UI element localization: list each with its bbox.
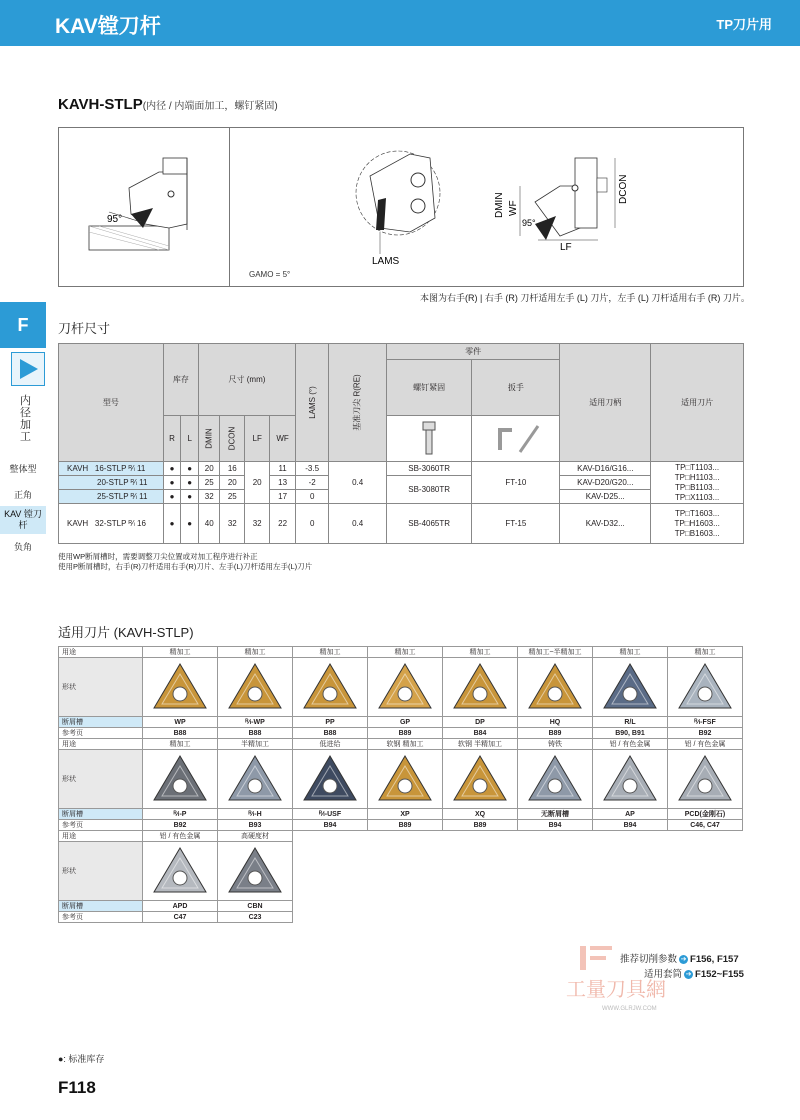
approach-angle-label-2: 95° bbox=[522, 218, 536, 228]
groove-cell: ᴿ⁄ₗ-H bbox=[218, 809, 293, 820]
dmin-cell: 40 bbox=[199, 504, 220, 544]
groove-cell: GP bbox=[368, 717, 443, 728]
insert-image bbox=[293, 750, 368, 809]
insert-cell: TP□T1103... TP□H1103... TP□B1103... TP□X1103... bbox=[651, 462, 744, 504]
insert-image bbox=[668, 658, 743, 717]
row-label-shape: 形状 bbox=[59, 842, 143, 901]
groove-cell: PCD(金刚石) bbox=[668, 809, 743, 820]
ref-page-cell[interactable]: B90, B91 bbox=[593, 728, 668, 739]
section-subtitle: (内径 / 内端面加工，螺钉紧固) bbox=[142, 101, 278, 112]
ref-page-cell[interactable]: B89 bbox=[518, 728, 593, 739]
use-cell: 软钢 精加工 bbox=[368, 739, 443, 750]
ref-page-cell[interactable]: B89 bbox=[368, 728, 443, 739]
dcon-cell: 20 bbox=[220, 476, 245, 490]
use-cell: 铸铁 bbox=[518, 739, 593, 750]
triangle-insert-icon bbox=[375, 660, 435, 712]
triangle-insert-icon bbox=[600, 660, 660, 712]
wf-cell: 22 bbox=[270, 504, 296, 544]
th-dcon: DCON bbox=[220, 416, 245, 462]
stock-legend: ●: 标准库存 bbox=[58, 1054, 105, 1064]
section-title: KAVH-STLP(内径 / 内端面加工，螺钉紧固) bbox=[58, 96, 278, 113]
th-parts: 零件 bbox=[386, 344, 559, 360]
triangle-insert-icon bbox=[450, 660, 510, 712]
groove-cell: DP bbox=[443, 717, 518, 728]
page-number: F118 bbox=[58, 1078, 96, 1097]
gamo-label: GAMO = 5° bbox=[249, 270, 291, 279]
approach-angle-label: 95° bbox=[107, 214, 123, 225]
use-cell: 铝 / 有色金属 bbox=[668, 739, 743, 750]
side-item-negative[interactable]: 负角 bbox=[13, 542, 32, 552]
row-label-groove: 断屑槽 bbox=[59, 809, 143, 820]
side-item-positive[interactable]: 正角 bbox=[13, 490, 32, 500]
use-cell: 精加工 bbox=[368, 647, 443, 658]
row-label-ref: 参考页 bbox=[59, 820, 143, 831]
page-header bbox=[0, 0, 800, 46]
stock-r: ● bbox=[163, 476, 181, 490]
insert-image bbox=[593, 750, 668, 809]
th-re: 基准刀尖 R(RE) bbox=[329, 344, 386, 462]
insert-image bbox=[593, 658, 668, 717]
holder-cell: KAV-D16/G16... bbox=[560, 462, 651, 476]
insert-image bbox=[368, 658, 443, 717]
dmin-label: DMIN bbox=[494, 192, 505, 218]
header-category: TP刀片用 bbox=[716, 17, 772, 32]
triangle-insert-icon bbox=[300, 752, 360, 804]
stock-r: ● bbox=[163, 490, 181, 504]
holder-end-and-side-view bbox=[230, 128, 746, 286]
row-label-use: 用途 bbox=[59, 831, 143, 842]
stock-r: ● bbox=[163, 462, 181, 476]
arrow-right-icon: ➔ bbox=[680, 955, 687, 963]
wrench-icon bbox=[472, 416, 560, 462]
insert-table bbox=[58, 646, 743, 923]
wrench-cell: FT-10 bbox=[472, 462, 560, 504]
insert-cell: TP□T1603... TP□H1603... TP□B1603... bbox=[651, 504, 744, 544]
use-cell: 铝 / 有色金属 bbox=[143, 831, 218, 842]
triangle-insert-icon bbox=[525, 660, 585, 712]
triangle-insert-icon bbox=[150, 660, 210, 712]
th-lf: LF bbox=[245, 416, 270, 462]
wrench-cell: FT-15 bbox=[472, 504, 560, 544]
stock-l: ● bbox=[181, 504, 199, 544]
row-label-groove: 断屑槽 bbox=[59, 717, 143, 728]
triangle-insert-icon bbox=[150, 844, 210, 896]
groove-cell: 无断屑槽 bbox=[518, 809, 593, 820]
wf-label: WF bbox=[508, 200, 519, 216]
re-cell: 0.4 bbox=[329, 462, 386, 504]
sleeve-link[interactable]: 适用套筒 ➔ F152~F155 bbox=[644, 969, 744, 980]
use-cell: 精加工 bbox=[143, 739, 218, 750]
row-label-ref: 参考页 bbox=[59, 728, 143, 739]
screw-cell: SB-3060TR bbox=[386, 462, 472, 476]
use-cell: 精加工 bbox=[668, 647, 743, 658]
insert-image bbox=[668, 750, 743, 809]
side-item-solid[interactable]: 整体型 bbox=[9, 464, 37, 474]
th-dmin: DMIN bbox=[199, 416, 220, 462]
ref-page-cell[interactable]: B94 bbox=[518, 820, 593, 831]
insert-image bbox=[368, 750, 443, 809]
dcon-cell: 16 bbox=[220, 462, 245, 476]
triangle-insert-icon bbox=[600, 752, 660, 804]
dmin-cell: 20 bbox=[199, 462, 220, 476]
row-label-use: 用途 bbox=[59, 647, 143, 658]
dmin-cell: 25 bbox=[199, 476, 220, 490]
use-cell: 精加工 bbox=[218, 647, 293, 658]
groove-cell: PP bbox=[293, 717, 368, 728]
svg-text:WWW.GLRJW.COM: WWW.GLRJW.COM bbox=[602, 1006, 657, 1012]
cutting-params-link[interactable]: 推荐切削参数 ➔ F156, F157 bbox=[620, 954, 739, 965]
table-row: 25-STLP ᴿ⁄ₗ 11 bbox=[59, 490, 164, 504]
lams-cell: 0 bbox=[295, 504, 329, 544]
triangle-insert-icon bbox=[525, 752, 585, 804]
th-model: 型号 bbox=[59, 344, 164, 462]
triangle-insert-icon bbox=[225, 660, 285, 712]
groove-cell: AP bbox=[593, 809, 668, 820]
insert-image bbox=[518, 750, 593, 809]
use-cell: 低进给 bbox=[293, 739, 368, 750]
insert-image bbox=[218, 842, 293, 901]
insert-image bbox=[218, 750, 293, 809]
triangle-insert-icon bbox=[150, 752, 210, 804]
use-cell: 高硬度材 bbox=[218, 831, 293, 842]
insert-image bbox=[293, 658, 368, 717]
insert-image bbox=[143, 750, 218, 809]
side-item-kav[interactable]: KAV 镗刀杆 bbox=[0, 506, 46, 534]
wf-cell: 13 bbox=[270, 476, 296, 490]
arrow-right-icon: ➔ bbox=[685, 970, 692, 978]
th-screw: 螺钉紧固 bbox=[386, 360, 472, 416]
use-cell: 精加工 bbox=[443, 647, 518, 658]
stock-l: ● bbox=[181, 462, 199, 476]
groove-cell: HQ bbox=[518, 717, 593, 728]
groove-cell: ᴿ⁄ₗ-P bbox=[143, 809, 218, 820]
table-row: 20-STLP ᴿ⁄ₗ 11 bbox=[59, 476, 164, 490]
triangle-insert-icon bbox=[375, 752, 435, 804]
ref-page-cell[interactable]: B88 bbox=[143, 728, 218, 739]
th-r: R bbox=[163, 416, 181, 462]
groove-cell: ᴿ⁄ₗ-USF bbox=[293, 809, 368, 820]
page-title: KAV镗刀杆 bbox=[55, 15, 161, 38]
ref-page-cell[interactable]: B88 bbox=[218, 728, 293, 739]
dmin-cell: 32 bbox=[199, 490, 220, 504]
dcon-label: DCON bbox=[618, 174, 629, 204]
section-tab[interactable]: F bbox=[0, 302, 46, 348]
groove-cell: ᴿ⁄ₗ-FSF bbox=[668, 717, 743, 728]
triangle-insert-icon bbox=[450, 752, 510, 804]
re-cell: 0.4 bbox=[329, 504, 386, 544]
ref-page-cell[interactable]: C46, C47 bbox=[668, 820, 743, 831]
holder-cell: KAV-D20/G20... bbox=[560, 476, 651, 490]
wf-cell: 17 bbox=[270, 490, 296, 504]
triangle-insert-icon bbox=[675, 660, 735, 712]
ref-page-cell[interactable]: B94 bbox=[293, 820, 368, 831]
use-cell: 精加工~半精加工 bbox=[518, 647, 593, 658]
th-dims: 尺寸 (mm) bbox=[199, 344, 296, 416]
holder-spec-table bbox=[58, 343, 744, 544]
row-label-shape: 形状 bbox=[59, 658, 143, 717]
dcon-cell: 32 bbox=[220, 504, 245, 544]
dcon-cell: 25 bbox=[220, 490, 245, 504]
table1-notes: 使用WP断屑槽时，需要调整刀尖位置或对加工程序进行补正 使用P断屑槽时，右手(R)刀杆适用右手(R)刀片、左手(L)刀杆适用左手(L)刀片 bbox=[58, 552, 313, 571]
ref-page-cell[interactable]: C23 bbox=[218, 912, 293, 923]
insert-image bbox=[443, 658, 518, 717]
lf-label: LF bbox=[560, 242, 572, 253]
triangle-insert-icon bbox=[225, 752, 285, 804]
triangle-insert-icon bbox=[300, 660, 360, 712]
table1-heading: 刀杆尺寸 bbox=[58, 321, 111, 336]
table-row: KAVH 32-STLP ᴿ⁄ₗ 16 bbox=[59, 504, 164, 544]
stock-l: ● bbox=[181, 490, 199, 504]
lams-cell: -2 bbox=[295, 476, 329, 490]
lams-cell: -3.5 bbox=[295, 462, 329, 476]
holder-cell: KAV-D32... bbox=[560, 504, 651, 544]
use-cell: 半精加工 bbox=[218, 739, 293, 750]
groove-cell: CBN bbox=[218, 901, 293, 912]
th-wf: WF bbox=[270, 416, 296, 462]
triangle-insert-icon bbox=[675, 752, 735, 804]
table2-heading: 适用刀片 (KAVH-STLP) bbox=[58, 625, 194, 640]
use-cell: 软钢 半精加工 bbox=[443, 739, 518, 750]
use-cell: 铝 / 有色金属 bbox=[593, 739, 668, 750]
ref-page-cell[interactable]: B93 bbox=[218, 820, 293, 831]
use-cell: 精加工 bbox=[293, 647, 368, 658]
insert-image bbox=[443, 750, 518, 809]
ref-page-cell[interactable]: B92 bbox=[668, 728, 743, 739]
table-row: KAVH 16-STLP ᴿ⁄ₗ 11 bbox=[59, 462, 164, 476]
screw-cell: SB-4065TR bbox=[386, 504, 472, 544]
screw-icon bbox=[386, 416, 472, 462]
th-l: L bbox=[181, 416, 199, 462]
holder-cell: KAV-D25... bbox=[560, 490, 651, 504]
groove-cell: XP bbox=[368, 809, 443, 820]
th-lams: LAMS (°) bbox=[295, 344, 329, 462]
boring-bar-icon bbox=[11, 352, 45, 386]
row-label-groove: 断屑槽 bbox=[59, 901, 143, 912]
holder-diagram bbox=[58, 127, 744, 287]
ref-page-cell[interactable]: B92 bbox=[143, 820, 218, 831]
th-holder: 适用刀柄 bbox=[560, 344, 651, 462]
stock-r: ● bbox=[163, 504, 181, 544]
reference-links bbox=[620, 952, 744, 982]
use-cell: 精加工 bbox=[593, 647, 668, 658]
row-label-shape: 形状 bbox=[59, 750, 143, 809]
screw-cell: SB-3080TR bbox=[386, 476, 472, 504]
ref-page-cell[interactable]: B84 bbox=[443, 728, 518, 739]
insert-image bbox=[143, 842, 218, 901]
th-stock: 库存 bbox=[163, 344, 198, 416]
groove-cell: APD bbox=[143, 901, 218, 912]
row-label-ref: 参考页 bbox=[59, 912, 143, 923]
ref-page-cell[interactable]: B94 bbox=[593, 820, 668, 831]
groove-cell: ᴿ⁄ₗ-WP bbox=[218, 717, 293, 728]
side-vertical-label: 内径加工 bbox=[20, 395, 31, 443]
th-insert: 适用刀片 bbox=[651, 344, 744, 462]
groove-cell: WP bbox=[143, 717, 218, 728]
ref-page-cell[interactable]: B88 bbox=[293, 728, 368, 739]
use-cell: 精加工 bbox=[143, 647, 218, 658]
groove-cell: XQ bbox=[443, 809, 518, 820]
groove-cell: R/L bbox=[593, 717, 668, 728]
ref-page-cell[interactable]: B89 bbox=[443, 820, 518, 831]
insert-image bbox=[518, 658, 593, 717]
stock-l: ● bbox=[181, 476, 199, 490]
th-wrench: 扳手 bbox=[472, 360, 560, 416]
ref-page-cell[interactable]: B89 bbox=[368, 820, 443, 831]
insert-image bbox=[143, 658, 218, 717]
ref-page-cell[interactable]: C47 bbox=[143, 912, 218, 923]
insert-image bbox=[218, 658, 293, 717]
lf-cell: 32 bbox=[245, 504, 270, 544]
lams-cell: 0 bbox=[295, 490, 329, 504]
lams-label: LAMS bbox=[372, 256, 400, 267]
svg-text:工量刀具網: 工量刀具網 bbox=[566, 977, 666, 1001]
row-label-use: 用途 bbox=[59, 739, 143, 750]
holder-left-view bbox=[59, 128, 229, 286]
lf-cell: 20 bbox=[245, 462, 270, 504]
diagram-note: 本图为右手(R) | 右手 (R) 刀杆适用左手 (L) 刀片，左手 (L) 刀杆适用右手 (R) 刀片。 bbox=[420, 293, 750, 303]
wf-cell: 11 bbox=[270, 462, 296, 476]
triangle-insert-icon bbox=[225, 844, 285, 896]
